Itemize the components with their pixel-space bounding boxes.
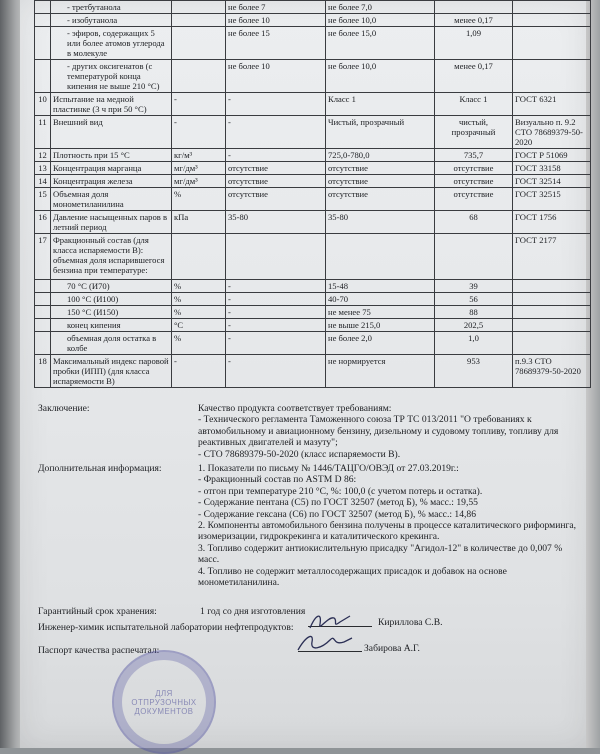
norm-sto: не менее 75 [326, 306, 435, 319]
shelf-life-label: Гарантийный срок хранения: [38, 606, 157, 617]
norm-sto: 40-70 [326, 293, 435, 306]
norm-sto: 725,0-780,0 [326, 149, 435, 162]
additional-info-line: - Содержание пентана (С5) по ГОСТ 32507 (метод Б), % масс.: 19,55 [198, 497, 478, 509]
test-result: 1,09 [435, 27, 513, 60]
test-result: Класс 1 [435, 93, 513, 116]
table-row [35, 149, 591, 162]
additional-info-text [198, 463, 583, 588]
norm-tr-ts: не более 10 [226, 60, 326, 93]
table-row [35, 234, 591, 280]
table-row [35, 27, 591, 60]
norm-tr-ts: - [226, 280, 326, 293]
test-result: 202,5 [435, 319, 513, 332]
test-method [513, 14, 591, 27]
norm-tr-ts: - [226, 93, 326, 116]
additional-info-line: 4. Топливо не содержит металлосодержащих присадок и добавок на основе монометиланилина. [198, 565, 507, 589]
unit [172, 234, 226, 280]
row-number [35, 280, 51, 293]
additional-info-line: - Содержание гексана (С6) по ГОСТ 32507 (метод Б), % масс.: 14,86 [198, 508, 476, 520]
unit [172, 1, 226, 14]
indicator-name: 100 °С (И100) [51, 293, 172, 306]
norm-sto: не более 7,0 [326, 1, 435, 14]
row-number [35, 306, 51, 319]
table-row [35, 93, 591, 116]
indicator-name: 150 °С (И150) [51, 306, 172, 319]
unit: мг/дм³ [172, 175, 226, 188]
test-method: ГОСТ Р 51069 [513, 149, 591, 162]
row-number: 11 [35, 116, 51, 149]
indicator-name: 70 °С (И70) [51, 280, 172, 293]
test-result: чистый, прозрачный [435, 116, 513, 149]
row-number: 15 [35, 188, 51, 211]
additional-info-line: - отгон при температуре 210 °С, %: 100,0 (с учетом потерь и остатка). [198, 485, 483, 497]
unit: - [172, 355, 226, 388]
row-number: 17 [35, 234, 51, 280]
norm-tr-ts: - [226, 149, 326, 162]
indicator-name: Концентрация марганца [51, 162, 172, 175]
norm-sto: не выше 215,0 [326, 319, 435, 332]
norm-sto: не более 15,0 [326, 27, 435, 60]
conclusion-label: Заключение: [38, 403, 90, 414]
engineer-name: Кириллова С.В. [378, 617, 443, 628]
additional-info-label: Дополнительная информация: [38, 463, 162, 474]
indicator-name: Фракционный состав (для класса испаряемости В): объемная доля испарившегося бензина при температуре: [51, 234, 172, 280]
stamp-text: ДЛЯ ОТПРУЗОЧНЫХ ДОКУМЕНТОВ [131, 688, 197, 716]
table-row [35, 332, 591, 355]
norm-tr-ts: не более 7 [226, 1, 326, 14]
row-number [35, 1, 51, 14]
indicator-name: - других оксигенатов (с температурой конца кипения не выше 210 °С) [51, 60, 172, 93]
row-number [35, 293, 51, 306]
test-method [513, 306, 591, 319]
test-method [513, 280, 591, 293]
test-result: 1,0 [435, 332, 513, 355]
indicator-name: - эфиров, содержащих 5 или более атомов углерода в молекуле [51, 27, 172, 60]
test-result [435, 234, 513, 280]
indicator-name: Давление насыщенных паров в летний период [51, 211, 172, 234]
unit: % [172, 280, 226, 293]
conclusion-line: - СТО 78689379-50-2020 (класс испаряемости В). [198, 448, 401, 460]
test-result: менее 0,17 [435, 60, 513, 93]
unit: % [172, 293, 226, 306]
test-method: п.9.3 СТО 78689379-50-2020 [513, 355, 591, 388]
test-method [513, 60, 591, 93]
norm-tr-ts: отсутствие [226, 162, 326, 175]
test-method: ГОСТ 6321 [513, 93, 591, 116]
norm-sto: отсутствие [326, 188, 435, 211]
test-result: 56 [435, 293, 513, 306]
conclusion-line: - Технического регламента Таможенного союза ТР ТС 013/2011 "О требованиях к автомобильному и авиационному бензину, дизельному и судовому топливу, топливу для реактивных двигателей и мазуту"; [198, 414, 559, 449]
indicator-name: объемная доля остатка в колбе [51, 332, 172, 355]
test-result: 88 [435, 306, 513, 319]
test-method [513, 319, 591, 332]
norm-tr-ts: - [226, 293, 326, 306]
test-result: отсутствие [435, 188, 513, 211]
unit: - [172, 93, 226, 116]
test-result: 39 [435, 280, 513, 293]
table-row [35, 319, 591, 332]
unit: мг/дм³ [172, 162, 226, 175]
row-number: 13 [35, 162, 51, 175]
additional-info-line: - Фракционный состав по ASTM D 86: [198, 474, 357, 486]
norm-tr-ts: - [226, 355, 326, 388]
indicator-name: - изобутанола [51, 14, 172, 27]
row-number [35, 319, 51, 332]
norm-sto [326, 234, 435, 280]
norm-tr-ts: не более 15 [226, 27, 326, 60]
unit: кг/м³ [172, 149, 226, 162]
test-method: ГОСТ 32515 [513, 188, 591, 211]
norm-tr-ts: - [226, 332, 326, 355]
unit [172, 60, 226, 93]
test-result: 735,7 [435, 149, 513, 162]
unit: °С [172, 319, 226, 332]
additional-info-line: 3. Топливо содержит антиокислительную присадку "Агидол-12" в количестве до 0,007 % масс. [198, 542, 563, 566]
conclusion-text [198, 403, 583, 460]
row-number: 12 [35, 149, 51, 162]
row-number [35, 14, 51, 27]
norm-tr-ts: - [226, 116, 326, 149]
indicator-name: - третбутанола [51, 1, 172, 14]
norm-tr-ts: 35-80 [226, 211, 326, 234]
indicator-name: конец кипения [51, 319, 172, 332]
test-method [513, 1, 591, 14]
row-number: 18 [35, 355, 51, 388]
printer-signature [292, 628, 354, 658]
test-result [435, 1, 513, 14]
norm-sto: Чистый, прозрачный [326, 116, 435, 149]
row-number [35, 60, 51, 93]
unit: - [172, 116, 226, 149]
indicator-name: Объемная доля монометиланилина [51, 188, 172, 211]
conclusion-line: Качество продукта соответствует требованиям: [198, 403, 392, 414]
table-row [35, 116, 591, 149]
row-number: 14 [35, 175, 51, 188]
unit: % [172, 306, 226, 319]
shelf-life-value: 1 год со дня изготовления [200, 606, 306, 617]
row-number [35, 27, 51, 60]
norm-sto: не более 10,0 [326, 60, 435, 93]
engineer-label: Инженер-химик испытательной лаборатории нефтепродуктов: [38, 622, 294, 633]
table-row [35, 293, 591, 306]
test-result: отсутствие [435, 162, 513, 175]
test-result: менее 0,17 [435, 14, 513, 27]
norm-sto: не более 10,0 [326, 14, 435, 27]
test-method: ГОСТ 32514 [513, 175, 591, 188]
table-row [35, 60, 591, 93]
table-row [35, 1, 591, 14]
test-method [513, 332, 591, 355]
test-result: отсутствие [435, 175, 513, 188]
indicator-name: Внешний вид [51, 116, 172, 149]
test-method: Визуально п. 9.2 СТО 78689379-50-2020 [513, 116, 591, 149]
quality-indicators-table [34, 0, 591, 388]
norm-sto: отсутствие [326, 162, 435, 175]
printer-label: Паспорт качества распечатал: [38, 645, 160, 656]
row-number: 10 [35, 93, 51, 116]
norm-tr-ts [226, 234, 326, 280]
stamp [112, 650, 216, 754]
indicator-name: Испытание на медной пластинке (3 ч при 50 °С) [51, 93, 172, 116]
norm-tr-ts: отсутствие [226, 175, 326, 188]
test-method: ГОСТ 2177 [513, 234, 591, 280]
norm-sto: 15-48 [326, 280, 435, 293]
table-row [35, 162, 591, 175]
test-method: ГОСТ 1756 [513, 211, 591, 234]
printer-name: Забирова А.Г. [364, 643, 420, 654]
table-row [35, 175, 591, 188]
test-result: 953 [435, 355, 513, 388]
norm-tr-ts: - [226, 306, 326, 319]
table-row [35, 355, 591, 388]
row-number [35, 332, 51, 355]
test-method [513, 27, 591, 60]
norm-sto: Класс 1 [326, 93, 435, 116]
unit [172, 27, 226, 60]
norm-sto: 35-80 [326, 211, 435, 234]
norm-sto: не нормируется [326, 355, 435, 388]
table-row [35, 14, 591, 27]
unit [172, 14, 226, 27]
row-number: 16 [35, 211, 51, 234]
norm-tr-ts: отсутствие [226, 188, 326, 211]
norm-sto: не более 2,0 [326, 332, 435, 355]
additional-info-line: 2. Компоненты автомобильного бензина получены в процессе каталитического риформинга, изомеризации, гидрокрекинга и каталитического крекинга. [198, 520, 577, 543]
norm-sto: отсутствие [326, 175, 435, 188]
norm-tr-ts: - [226, 319, 326, 332]
indicator-name: Плотность при 15 °С [51, 149, 172, 162]
table-row [35, 211, 591, 234]
test-method: ГОСТ 33158 [513, 162, 591, 175]
table-row [35, 306, 591, 319]
additional-info-line: 1. Показатели по письму № 1446/ТАЦГО/ОВЭД от 27.03.2019г.: [198, 463, 459, 474]
test-method [513, 293, 591, 306]
table-row [35, 188, 591, 211]
unit: % [172, 332, 226, 355]
table-row [35, 280, 591, 293]
indicator-name: Максимальный индекс паровой пробки (ИПП) (для класса испаряемости В) [51, 355, 172, 388]
test-result: 68 [435, 211, 513, 234]
norm-tr-ts: не более 10 [226, 14, 326, 27]
unit: кПа [172, 211, 226, 234]
indicator-name: Концентрация железа [51, 175, 172, 188]
unit: % [172, 188, 226, 211]
